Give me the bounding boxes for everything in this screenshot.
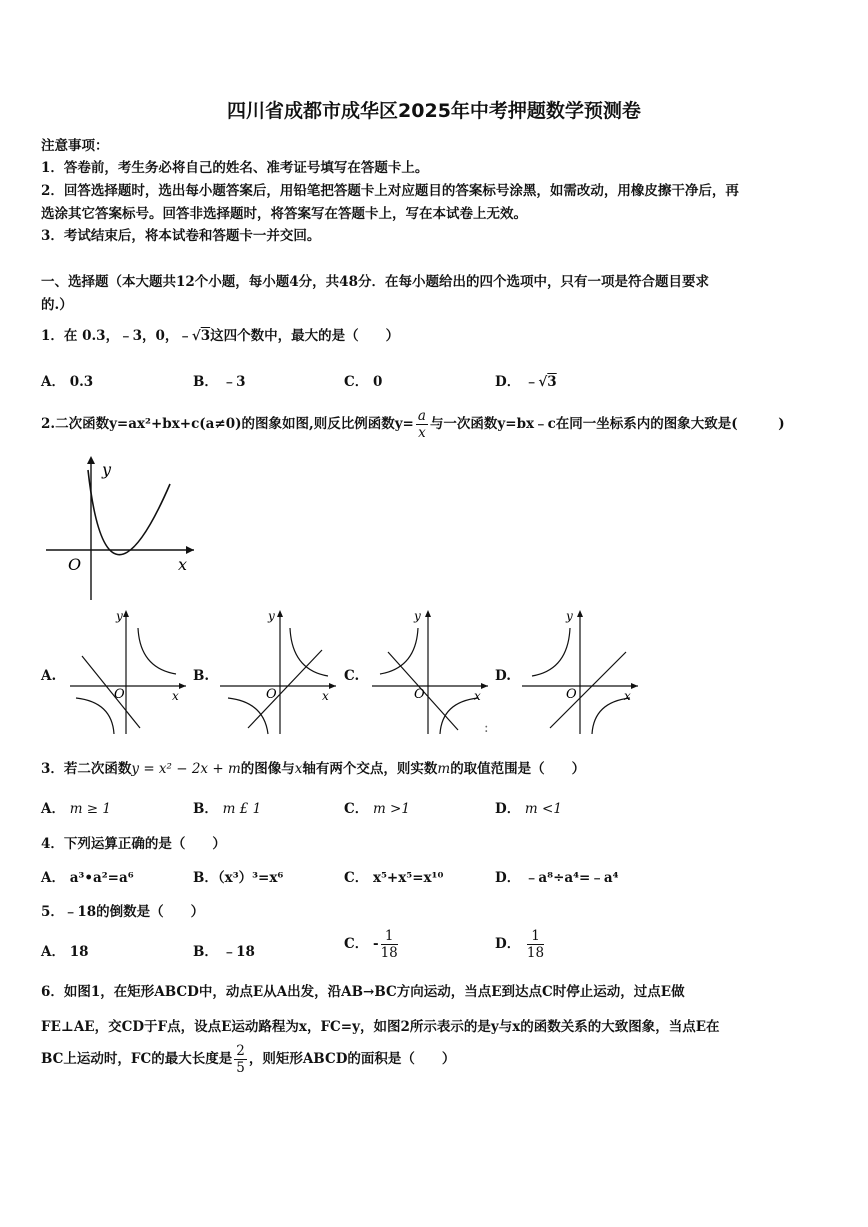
question-6-line3: BC上运动时，FC的最大长度是 $\frac{2}{5}$ ，则矩形ABCD的面积是（ ） [41, 1043, 456, 1077]
q2-option-b-graph[interactable] [218, 606, 338, 736]
q5-option-b[interactable]: B． ﹣18 [193, 944, 255, 960]
question-6-line1: 6．如图1，在矩形ABCD中，动点E从A出发，沿AB→BC方向运动，当点E到达点C时停止运动，过点E做 [41, 984, 685, 1000]
q2-option-a-graph[interactable] [68, 606, 188, 736]
notice-item: 3．考试结束后，将本试卷和答题卡一并交回。 [41, 228, 321, 244]
x-axis-label: x [178, 555, 188, 574]
page-title: 四川省成都市成华区2025年中考押题数学预测卷 [227, 100, 641, 122]
svg-text:x: x [172, 689, 179, 703]
svg-text:O: O [114, 687, 125, 702]
q4-option-a[interactable]: A． a³•a²=a⁶ [41, 870, 134, 886]
notice-item: 1．答卷前，考生务必将自己的姓名、准考证号填写在答题卡上。 [41, 160, 429, 176]
notice-item: 2．回答选择题时，选出每小题答案后，用铅笔把答题卡上对应题目的答案标号涂黑，如需改动，用橡皮擦干净后，再 [41, 183, 739, 199]
q1-option-d[interactable]: D． ﹣√3 [495, 374, 557, 390]
svg-text:x: x [474, 689, 481, 703]
svg-text:x: x [322, 689, 329, 703]
svg-text:O: O [266, 687, 277, 702]
q2-parabola-graph [44, 452, 204, 602]
q1-option-b[interactable]: B． ﹣3 [193, 374, 246, 390]
svg-text:y: y [566, 609, 573, 623]
section-heading-line2: 的.） [41, 297, 73, 313]
q1-option-a[interactable]: A． 0.3 [41, 374, 94, 390]
notice-heading: 注意事项： [41, 138, 109, 154]
q2-option-c[interactable]: C. [344, 668, 360, 684]
question-6-line2: FE⊥AE，交CD于F点，设点E运动路程为x，FC=y，如图2所示表示的是y与x的函数关系的大致图象，当点E在 [41, 1019, 720, 1035]
svg-text:y: y [116, 609, 123, 623]
q2-option-b[interactable]: B. [193, 668, 210, 684]
section-heading-line1: 一、选择题（本大题共12个小题，每小题4分，共48分．在每小题给出的四个选项中，只有一项是符合题目要求 [41, 274, 709, 290]
q1-option-c[interactable]: C． 0 [344, 374, 383, 390]
y-axis-label: y [102, 460, 112, 479]
q3-option-b[interactable]: B． m £ 1 [193, 801, 262, 817]
q2-option-c-graph[interactable] [370, 606, 490, 736]
scan-mark: : [484, 720, 489, 736]
q4-option-d[interactable]: D． ﹣a⁸÷a⁴=﹣a⁴ [495, 870, 619, 886]
q2-option-d-graph[interactable] [520, 606, 640, 736]
svg-text:y: y [268, 609, 275, 623]
question-2: 2.二次函数y=ax²+bx+c(a≠0)的图象如图,则反比例函数y= $\frac{a}{x}$ 与一次函数y=bx﹣c在同一坐标系内的图象大致是( ) [41, 408, 785, 442]
svg-text:O: O [414, 687, 425, 702]
fraction-a-over-x: $\frac{a}{x}$ [417, 408, 426, 442]
svg-text:x: x [624, 689, 631, 703]
question-5: 5．﹣18的倒数是（ ） [41, 904, 205, 920]
q5-option-d[interactable]: D． $\frac{1}{18}$ [495, 928, 545, 962]
q5-option-c[interactable]: C． - $\frac{1}{18}$ [344, 928, 398, 962]
origin-label: O [68, 555, 82, 574]
svg-text:y: y [414, 609, 421, 623]
q4-option-b[interactable]: B．（x³）³=x⁶ [193, 870, 284, 886]
question-4: 4．下列运算正确的是（ ） [41, 836, 226, 852]
svg-text:O: O [566, 687, 577, 702]
q5-option-a[interactable]: A． 18 [41, 944, 89, 960]
question-1: 1．在 0.3，﹣3，0，﹣√3这四个数中，最大的是（ ） [41, 328, 400, 344]
q3-option-a[interactable]: A． m ≥ 1 [41, 801, 111, 817]
notice-item: 选涂其它答案标号。回答非选择题时，将答案写在答题卡上，写在本试卷上无效。 [41, 206, 527, 222]
q2-option-d[interactable]: D. [495, 668, 511, 684]
q4-option-c[interactable]: C． x⁵+x⁵=x¹⁰ [344, 870, 444, 886]
q3-option-c[interactable]: C． m >1 [344, 801, 410, 817]
q2-option-a[interactable]: A. [41, 668, 57, 684]
q3-option-d[interactable]: D． m <1 [495, 801, 562, 817]
question-3: 3．若二次函数y = x² − 2x + m的图像与x轴有两个交点，则实数m的取值范围是（ ） [41, 761, 586, 777]
